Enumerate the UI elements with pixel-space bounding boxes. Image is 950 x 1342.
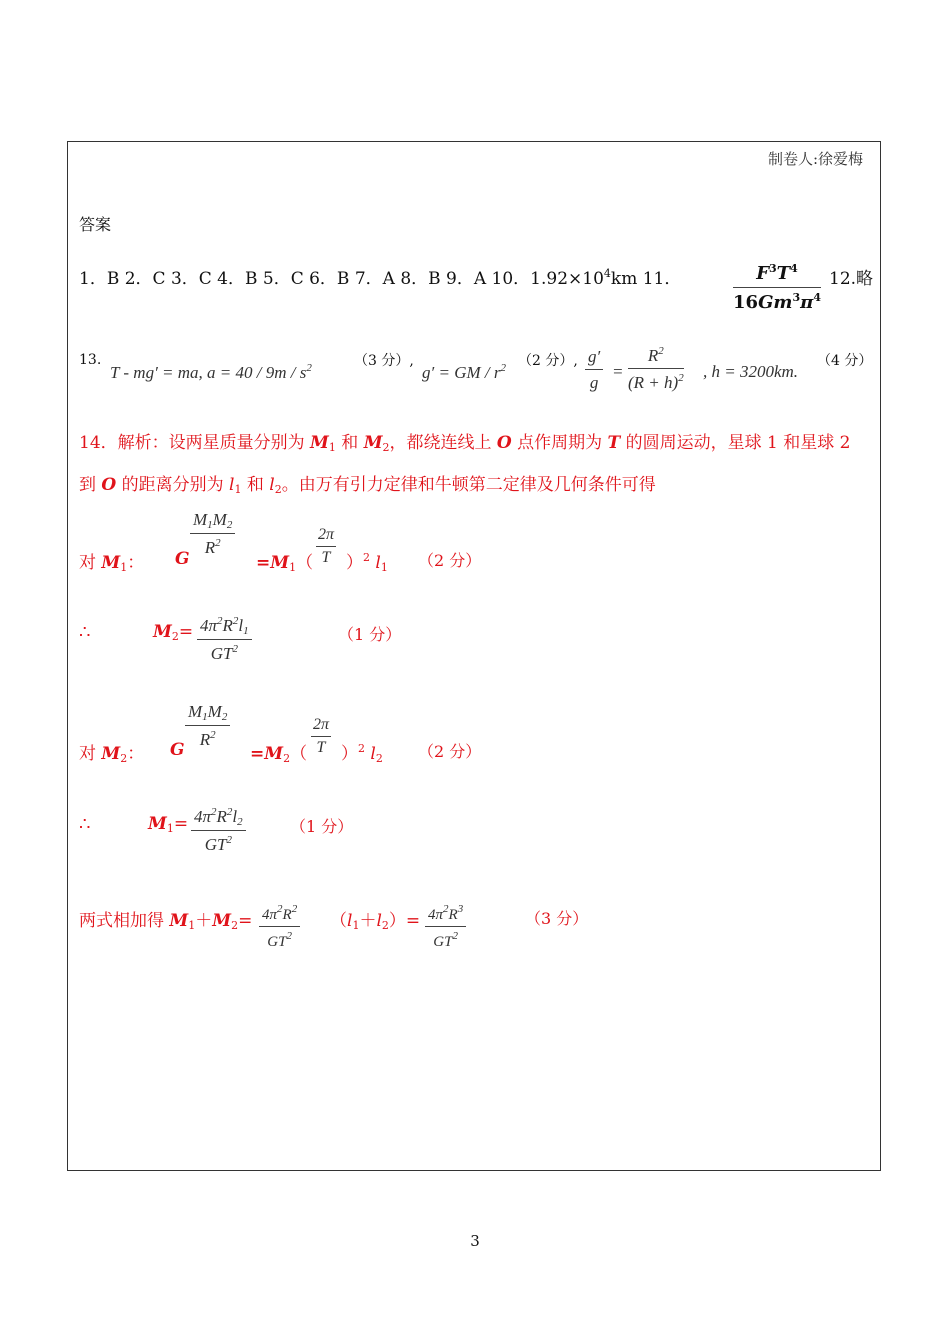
therefore-2: ∴	[79, 814, 91, 835]
sum-lhs: 两式相加得 $M_1+M_2=$	[79, 911, 253, 932]
for-m2-label: 对 $M_2$：	[79, 744, 145, 765]
m2-score: （1 分）	[338, 625, 402, 644]
for-m2-G: G	[170, 740, 185, 760]
q11-denominator: $16Gm^3\pi^4$	[733, 291, 821, 313]
q13-score2: （2 分）,	[518, 353, 578, 369]
m1-lhs: $M_1=$	[148, 814, 189, 835]
page-number: 3	[470, 1232, 480, 1250]
for-m1-frac: $M_1M_2$ $R^2$	[190, 510, 235, 558]
m1-frac: $4\pi^2R^2l_2$ $GT^2$	[191, 806, 246, 855]
q13-score3: （4 分）	[817, 353, 873, 369]
for-m1-rhs: $=M_1$（	[256, 553, 314, 574]
for-m1-2pi: 2π T	[318, 526, 335, 566]
q11-numerator: $F^3T^4$	[733, 262, 821, 288]
for-m2-2pi: 2π T	[313, 716, 330, 756]
m2-lhs: $M_2=$	[153, 622, 194, 643]
author-line	[768, 148, 863, 169]
sum-mid: $(l_1+l_2)=$	[330, 911, 421, 932]
for-m2-score: （2 分）	[418, 742, 482, 761]
m1-score: （1 分）	[290, 817, 354, 836]
sum-score: （3 分）	[525, 909, 589, 928]
answers-line-1	[79, 264, 681, 289]
q14-line-2: 到 O 的距离分别为 $l_1$ 和 $l_2$。由万有引力定律和牛顿第二定律及几何条件可得	[79, 475, 656, 496]
q13-frac1: g′ g	[585, 347, 603, 393]
q13-score1: （3 分）,	[354, 353, 414, 369]
m2-frac: $4\pi^2R^2l_1$ $GT^2$	[197, 615, 252, 664]
sum-frac-2: $4\pi^2R^3$ $GT^2$	[425, 903, 466, 951]
sum-frac-1: $4\pi^2R^2$ $GT^2$	[259, 903, 300, 951]
author-text: 制卷人:徐爱梅	[768, 150, 864, 168]
answers-unit: km 11．	[610, 269, 682, 289]
for-m2-rhs: $=M_2$（	[250, 744, 308, 765]
for-m2-tail: ）$^2$ $l_2$	[341, 742, 383, 765]
q13-label: 13.	[79, 352, 102, 368]
for-m1-label: 对 $M_1$：	[79, 553, 145, 574]
q14-line-1: 14．解析：设两星质量分别为 $M_1$ 和 $M_2$，都绕连线上 O 点作周期为 T 的圆周运动，星球 1 和星球 2	[79, 433, 851, 454]
q12-answer: 12.略	[829, 269, 874, 289]
answers-1-10: 1．B 2．C 3．C 4．B 5．C 6．B 7．A 8．B 9．A 10．1.92×10	[79, 269, 604, 289]
q13-eq1: T - mg′ = ma, $a = 40 / 9m / s^2$	[110, 362, 312, 382]
q13-frac2: $R^2$ $(R + h)^2$	[628, 345, 684, 392]
q13-equals: =	[612, 362, 624, 381]
q13-eq2: g′ = GM / $r^2$	[422, 362, 506, 382]
answer-title: 答案	[79, 215, 112, 234]
q13-eq3: , h = 3200km.	[703, 362, 799, 381]
therefore-1: ∴	[79, 622, 91, 643]
q11-fraction	[733, 262, 821, 313]
for-m2-frac: $M_1M_2$ $R^2$	[185, 702, 230, 750]
for-m1-score: （2 分）	[418, 551, 482, 570]
for-m1-tail: ）$^2$ $l_1$	[346, 551, 388, 574]
answers-exp: 4	[603, 267, 611, 280]
for-m1-G: G	[175, 549, 190, 569]
